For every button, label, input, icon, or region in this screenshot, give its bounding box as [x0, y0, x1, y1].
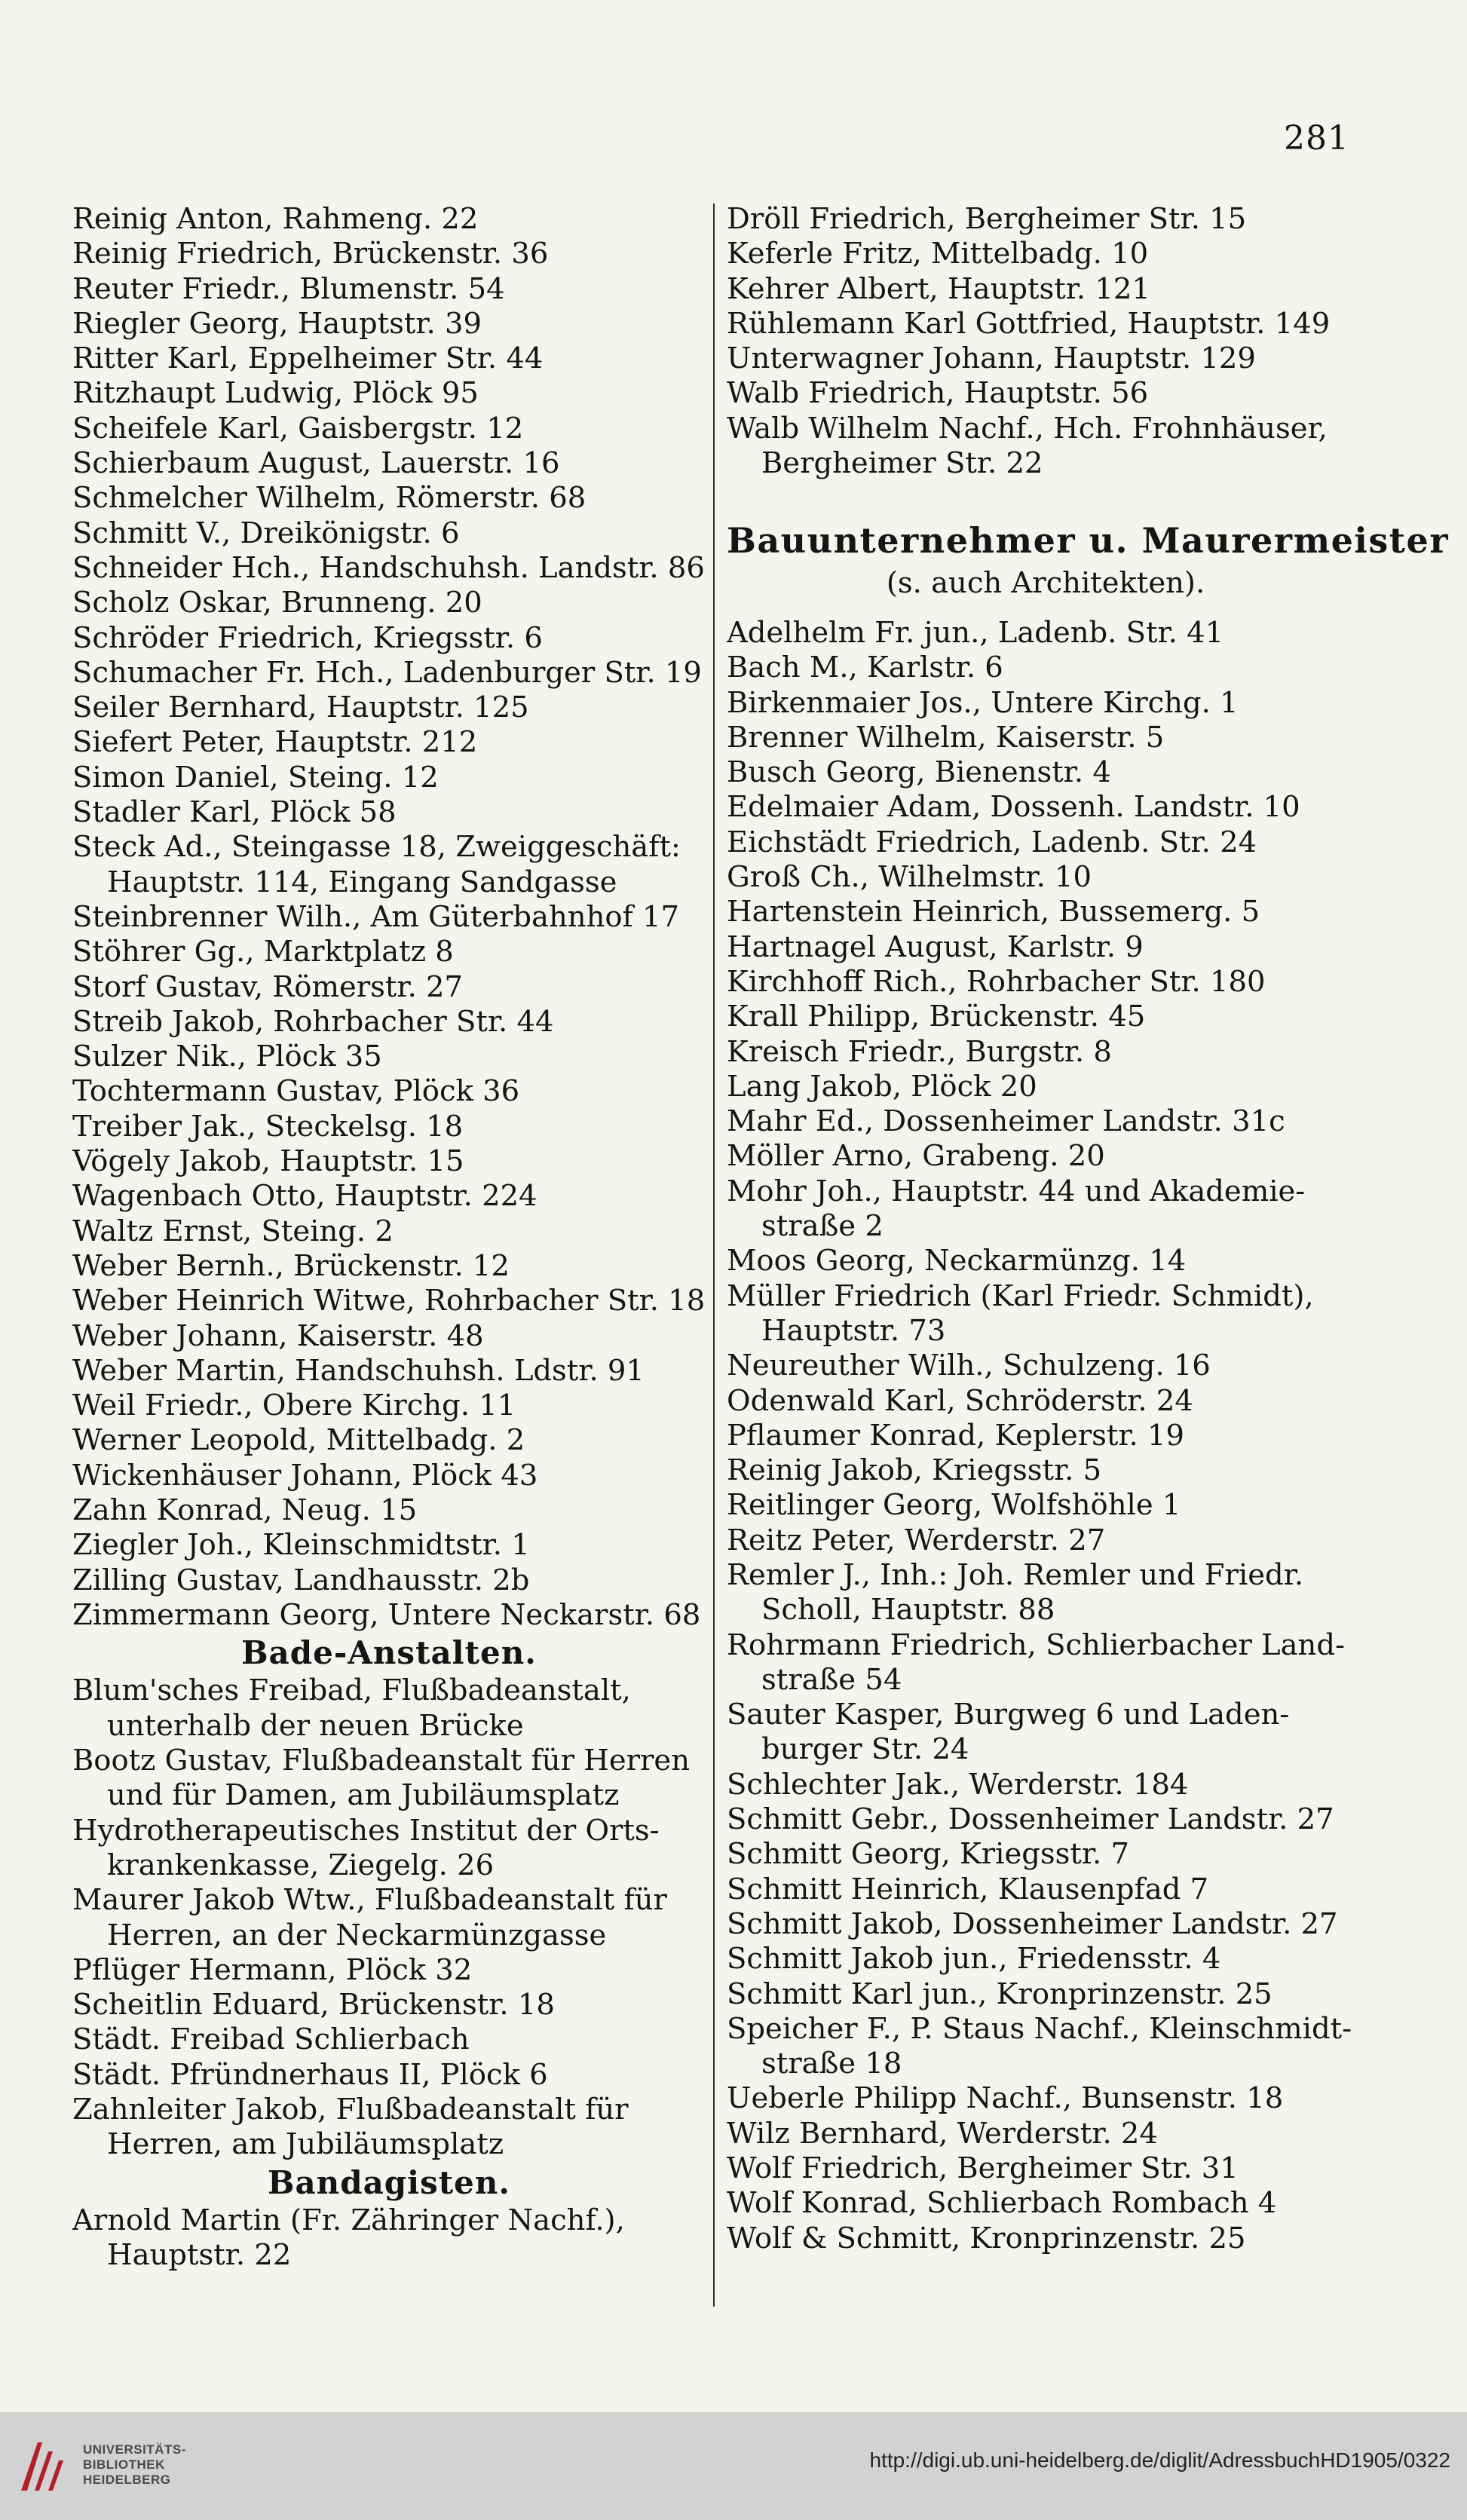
entry-line: Stadler Karl, Plöck 58 [72, 795, 397, 830]
directory-entry [72, 237, 706, 271]
entry-line: Sauter Kasper, Burgweg 6 und Laden- [727, 1698, 1290, 1732]
entry-line: Schlechter Jak., Werderstr. 184 [727, 1767, 1189, 1802]
entry-line: Bach M., Karlstr. 6 [727, 651, 1003, 685]
directory-entry [727, 1802, 1364, 1837]
directory-entry [72, 656, 706, 690]
entry-line: Scheifele Karl, Gaisbergstr. 12 [72, 411, 524, 446]
entry-continuation-line: Bergheimer Str. 22 [761, 446, 1043, 481]
entry-line: Wagenbach Otto, Hauptstr. 224 [72, 1179, 537, 1214]
entry-continuation-line: unterhalb der neuen Brücke [107, 1708, 524, 1743]
directory-entry [72, 376, 706, 411]
directory-entry [72, 1074, 706, 1109]
directory-entry [72, 1673, 706, 1744]
entry-line: Tochtermann Gustav, Plöck 36 [72, 1074, 520, 1109]
directory-entry [72, 1563, 706, 1598]
source-url-link[interactable]: http://digi.ub.uni-heidelberg.de/diglit/AdressbuchHD1905/0322 [869, 2448, 1450, 2472]
directory-entry [72, 830, 706, 900]
page-number: 281 [1284, 119, 1349, 158]
entry-continuation-line: burger Str. 24 [761, 1732, 969, 1767]
section-heading-bauunternehmer: Bauunternehmer u. Maurermeister [727, 520, 1450, 562]
entry-line: Ritzhaupt Ludwig, Plöck 95 [72, 376, 479, 411]
directory-entry [727, 1174, 1364, 1245]
directory-entry [72, 1249, 706, 1284]
directory-entry [72, 1040, 706, 1074]
directory-entry [72, 481, 706, 516]
directory-entry [727, 376, 1364, 411]
entry-line: Remler J., Inh.: Joh. Remler und Friedr. [727, 1557, 1304, 1592]
directory-entry [727, 341, 1364, 376]
directory-entry [727, 1104, 1364, 1139]
entry-line: Riegler Georg, Hauptstr. 39 [72, 306, 482, 341]
entry-line: Reuter Friedr., Blumenstr. 54 [72, 271, 505, 306]
entry-line: Keferle Fritz, Mittelbadg. 10 [727, 237, 1149, 271]
directory-entry [727, 616, 1364, 651]
directory-entry [727, 1453, 1364, 1488]
entry-line: Hartnagel August, Karlstr. 9 [727, 929, 1144, 964]
entry-line: Unterwagner Johann, Hauptstr. 129 [727, 341, 1256, 376]
entry-line: Schmitt V., Dreikönigstr. 6 [72, 516, 460, 550]
entry-line: Stöhrer Gg., Marktplatz 8 [72, 935, 454, 969]
directory-entry [72, 2093, 706, 2163]
entry-continuation-line: Scholl, Hauptstr. 88 [761, 1593, 1055, 1627]
directory-entry [72, 1953, 706, 1988]
library-logo-icon [15, 2438, 68, 2495]
entry-line: Schmitt Gebr., Dossenheimer Landstr. 27 [727, 1802, 1334, 1837]
entry-line: Zahn Konrad, Neug. 15 [72, 1493, 418, 1527]
entry-line: Wolf & Schmitt, Kronprinzenstr. 25 [727, 2221, 1246, 2255]
entry-line: Waltz Ernst, Steing. 2 [72, 1214, 394, 1248]
directory-entry [72, 935, 706, 969]
directory-entry [727, 1139, 1364, 1174]
entry-line: Pflaumer Konrad, Keplerstr. 19 [727, 1418, 1184, 1453]
directory-entry [72, 1423, 706, 1458]
entry-line: Ziegler Joh., Kleinschmidtstr. 1 [72, 1528, 530, 1563]
directory-entry [727, 860, 1364, 895]
directory-entry [72, 1144, 706, 1179]
directory-entry [72, 551, 706, 586]
entry-line: Dröll Friedrich, Bergheimer Str. 15 [727, 202, 1247, 236]
directory-entry [727, 2186, 1364, 2221]
entry-line: Sulzer Nik., Plöck 35 [72, 1040, 382, 1074]
entry-line: Schumacher Fr. Hch., Ladenburger Str. 19 [72, 655, 702, 690]
directory-entry [727, 1942, 1364, 1977]
entry-line: Bootz Gustav, Flußbadeanstalt für Herren [72, 1744, 690, 1778]
entry-line: Vögely Jakob, Hauptstr. 15 [72, 1144, 464, 1179]
entry-line: Wickenhäuser Johann, Plöck 43 [72, 1458, 538, 1493]
directory-entry [72, 761, 706, 795]
entry-continuation-line: Herren, an der Neckarmünzgasse [107, 1918, 607, 1952]
directory-entry [72, 1214, 706, 1249]
directory-entry [727, 895, 1364, 929]
directory-entry [72, 516, 706, 551]
entry-line: Reitz Peter, Werderstr. 27 [727, 1523, 1106, 1557]
entry-continuation-line: straße 54 [761, 1662, 902, 1697]
entry-continuation-line: Hauptstr. 114, Eingang Sandgasse [107, 865, 617, 899]
directory-entry [72, 1814, 706, 1884]
directory-entry [727, 965, 1364, 1000]
directory-entry [72, 1284, 706, 1318]
directory-entry [727, 1558, 1364, 1628]
directory-entry [727, 790, 1364, 825]
entry-line: Odenwald Karl, Schröderstr. 24 [727, 1383, 1193, 1418]
directory-entry [727, 1698, 1364, 1768]
entry-line: Städt. Freibad Schlierbach [72, 2022, 470, 2057]
entry-line: Streib Jakob, Rohrbacher Str. 44 [72, 1004, 554, 1039]
directory-entry [72, 272, 706, 307]
entry-line: Adelhelm Fr. jun., Ladenb. Str. 41 [727, 615, 1224, 650]
directory-entry [727, 2012, 1364, 2082]
entry-line: Maurer Jakob Wtw., Flußbadeanstalt für [72, 1883, 667, 1918]
entry-line: Müller Friedrich (Karl Friedr. Schmidt), [727, 1278, 1314, 1313]
directory-entry [727, 1488, 1364, 1523]
logo-line: HEIDELBERG [83, 2473, 171, 2487]
entry-line: Städt. Pfründnerhaus II, Plöck 6 [72, 2057, 548, 2092]
entry-line: Reinig Anton, Rahmeng. 22 [72, 202, 479, 236]
entry-line: Zimmermann Georg, Untere Neckarstr. 68 [72, 1597, 701, 1632]
entry-continuation-line: straße 2 [761, 1209, 884, 1244]
directory-entry [72, 795, 706, 830]
directory-entry [727, 272, 1364, 307]
entry-line: Schmelcher Wilhelm, Römerstr. 68 [72, 481, 586, 516]
entry-line: Walb Wilhelm Nachf., Hch. Frohnhäuser, [727, 411, 1328, 446]
entry-line: Hydrotherapeutisches Institut der Orts- [72, 1813, 660, 1848]
entry-line: Werner Leopold, Mittelbadg. 2 [72, 1423, 525, 1458]
entry-line: Moos Georg, Neckarmünzg. 14 [727, 1244, 1187, 1278]
directory-entry [72, 341, 706, 376]
entry-line: Edelmaier Adam, Dossenh. Landstr. 10 [727, 790, 1300, 825]
column-divider [713, 204, 715, 2307]
entry-continuation-line: und für Damen, am Jubiläumsplatz [107, 1778, 620, 1813]
directory-entry [727, 1419, 1364, 1453]
directory-entry [727, 1035, 1364, 1070]
directory-entry [727, 1000, 1364, 1034]
directory-entry [727, 825, 1364, 860]
entry-line: Birkenmaier Jos., Untere Kirchg. 1 [727, 685, 1239, 720]
entry-line: Weber Johann, Kaiserstr. 48 [72, 1318, 484, 1353]
entry-line: Scheitlin Eduard, Brückenstr. 18 [72, 1988, 555, 2022]
entry-line: Schmitt Georg, Kriegsstr. 7 [727, 1837, 1130, 1872]
entry-line: Rohrmann Friedrich, Schlierbacher Land- [727, 1627, 1345, 1662]
entry-line: Weil Friedr., Obere Kirchg. 11 [72, 1389, 516, 1423]
directory-entry [727, 651, 1364, 685]
directory-entry [727, 1768, 1364, 1802]
entry-line: Zilling Gustav, Landhausstr. 2b [72, 1563, 530, 1597]
entry-line: Siefert Peter, Hauptstr. 212 [72, 725, 478, 760]
directory-entry [72, 446, 706, 481]
entry-line: Schmitt Jakob jun., Friedensstr. 4 [727, 1942, 1221, 1977]
directory-entry [72, 2058, 706, 2093]
directory-entry [727, 755, 1364, 790]
directory-entry [72, 2203, 706, 2274]
directory-entry [72, 725, 706, 760]
entry-line: Krall Philipp, Brückenstr. 45 [727, 1000, 1146, 1034]
directory-entry [72, 1319, 706, 1354]
entry-line: Seiler Bernhard, Hauptstr. 125 [72, 690, 529, 725]
directory-entry [727, 2221, 1364, 2256]
entry-line: Eichstädt Friedrich, Ladenb. Str. 24 [727, 825, 1257, 859]
entry-continuation-line: straße 18 [761, 2047, 902, 2081]
entry-line: Zahnleiter Jakob, Flußbadeanstalt für [72, 2093, 629, 2127]
directory-entry [72, 586, 706, 620]
entry-line: Treiber Jak., Steckelsg. 18 [72, 1109, 464, 1144]
entry-line: Reinig Jakob, Kriegsstr. 5 [727, 1453, 1102, 1488]
entry-line: Ritter Karl, Eppelheimer Str. 44 [72, 341, 544, 376]
directory-entry [727, 1872, 1364, 1907]
entry-continuation-line: Herren, am Jubiläumsplatz [107, 2127, 504, 2162]
entry-line: Steinbrenner Wilh., Am Güterbahnhof 17 [72, 899, 680, 934]
entry-line: Simon Daniel, Steing. 12 [72, 760, 439, 795]
entry-list-left-c [72, 2203, 706, 2274]
entry-line: Hartenstein Heinrich, Bussemerg. 5 [727, 895, 1260, 929]
directory-entry [72, 1005, 706, 1040]
directory-entry [72, 621, 706, 656]
directory-entry [727, 721, 1364, 755]
entry-line: Storf Gustav, Römerstr. 27 [72, 969, 464, 1004]
right-column [727, 202, 1450, 2256]
directory-entry [727, 1244, 1364, 1278]
directory-entry [72, 2022, 706, 2057]
entry-line: Lang Jakob, Plöck 20 [727, 1069, 1037, 1104]
directory-entry [727, 2117, 1364, 2151]
directory-entry [727, 202, 1364, 237]
entry-line: Scholz Oskar, Brunneng. 20 [72, 586, 482, 620]
entry-line: Weber Bernh., Brückenstr. 12 [72, 1248, 510, 1283]
directory-entry [727, 686, 1364, 721]
directory-entry [727, 307, 1364, 341]
directory-entry [72, 1598, 706, 1633]
entry-line: Groß Ch., Wilhelmstr. 10 [727, 860, 1092, 895]
directory-entry [72, 970, 706, 1005]
logo-line: UNIVERSITÄTS- [83, 2442, 186, 2457]
entry-list-left-a [72, 202, 706, 1633]
directory-entry [727, 1837, 1364, 1872]
directory-entry [72, 1459, 706, 1493]
entry-line: Schmitt Jakob, Dossenheimer Landstr. 27 [727, 1906, 1338, 1941]
entry-line: Ueberle Philipp Nachf., Bunsenstr. 18 [727, 2081, 1284, 2116]
entry-line: Weber Martin, Handschuhsh. Ldstr. 91 [72, 1353, 645, 1388]
directory-entry [72, 1883, 706, 1953]
section-heading-bade-anstalten: Bade-Anstalten. [241, 1634, 537, 1672]
directory-entry [72, 1110, 706, 1144]
entry-continuation-line: Hauptstr. 22 [107, 2238, 292, 2273]
directory-entry [72, 1179, 706, 1214]
entry-line: Kirchhoff Rich., Rohrbacher Str. 180 [727, 964, 1266, 999]
library-logo-text [83, 2442, 186, 2488]
directory-entry [72, 1493, 706, 1528]
directory-entry [727, 2081, 1364, 2116]
directory-entry [727, 2151, 1364, 2186]
directory-entry [72, 412, 706, 446]
entry-line: Wilz Bernhard, Werderstr. 24 [727, 2116, 1158, 2151]
entry-line: Walb Friedrich, Hauptstr. 56 [727, 376, 1149, 411]
entry-line: Speicher F., P. Staus Nachf., Kleinschmidt- [727, 2011, 1352, 2046]
entry-line: Kehrer Albert, Hauptstr. 121 [727, 271, 1150, 306]
entry-line: Wolf Konrad, Schlierbach Rombach 4 [727, 2186, 1277, 2221]
directory-entry [727, 1628, 1364, 1698]
directory-entry [727, 1070, 1364, 1104]
section-heading-bandagisten: Bandagisten. [267, 2163, 511, 2201]
entry-line: Kreisch Friedr., Burgstr. 8 [727, 1034, 1112, 1069]
library-footer [0, 2412, 1467, 2520]
directory-entry [727, 1977, 1364, 2012]
directory-entry [727, 930, 1364, 965]
entry-line: Schmitt Heinrich, Klausenpfad 7 [727, 1872, 1209, 1906]
directory-entry [72, 1988, 706, 2022]
entry-line: Rühlemann Karl Gottfried, Hauptstr. 149 [727, 306, 1331, 341]
entry-line: Blum'sches Freibad, Flußbadeanstalt, [72, 1673, 631, 1708]
entry-line: Steck Ad., Steingasse 18, Zweiggeschäft: [72, 830, 681, 865]
entry-line: Arnold Martin (Fr. Zähringer Nachf.), [72, 2203, 625, 2237]
entry-line: Mahr Ed., Dossenheimer Landstr. 31c [727, 1104, 1285, 1139]
entry-line: Brenner Wilhelm, Kaiserstr. 5 [727, 720, 1165, 755]
entry-line: Reitlinger Georg, Wolfshöhle 1 [727, 1488, 1181, 1523]
entry-line: Möller Arno, Grabeng. 20 [727, 1139, 1105, 1174]
entry-line: Weber Heinrich Witwe, Rohrbacher Str. 18 [72, 1284, 706, 1318]
directory-entry [727, 412, 1364, 482]
entry-line: Wolf Friedrich, Bergheimer Str. 31 [727, 2151, 1239, 2186]
directory-entry [72, 690, 706, 725]
entry-line: Schröder Friedrich, Kriegsstr. 6 [72, 620, 543, 655]
directory-entry [72, 1389, 706, 1423]
directory-entry [72, 900, 706, 935]
directory-entry [72, 1744, 706, 1814]
entry-line: Mohr Joh., Hauptstr. 44 und Akademie- [727, 1174, 1306, 1208]
section-subnote: (s. auch Architekten). [886, 565, 1205, 600]
entry-list-left-b [72, 1673, 706, 2162]
directory-entry [727, 1907, 1364, 1942]
entry-line: Neureuther Wilh., Schulzeng. 16 [727, 1349, 1211, 1383]
directory-entry [72, 1354, 706, 1389]
entry-line: Busch Georg, Bienenstr. 4 [727, 755, 1111, 790]
directory-entry [727, 1349, 1364, 1383]
entry-line: Schierbaum August, Lauerstr. 16 [72, 446, 560, 481]
entry-continuation-line: krankenkasse, Ziegelg. 26 [107, 1848, 495, 1882]
directory-entry [72, 1528, 706, 1563]
directory-entry [72, 307, 706, 341]
entry-line: Schmitt Karl jun., Kronprinzenstr. 25 [727, 1977, 1273, 2011]
directory-entry [727, 1384, 1364, 1419]
logo-line: BIBLIOTHEK [83, 2457, 165, 2472]
directory-entry [727, 1523, 1364, 1558]
entry-list-right-b [727, 616, 1364, 2256]
directory-entry [72, 202, 706, 237]
entry-continuation-line: Hauptstr. 73 [761, 1313, 946, 1348]
entry-line: Pflüger Hermann, Plöck 32 [72, 1952, 473, 1987]
entry-line: Schneider Hch., Handschuhsh. Landstr. 86 [72, 550, 705, 585]
entry-list-right-a [727, 202, 1364, 481]
directory-entry [727, 1279, 1364, 1349]
left-column [72, 202, 706, 2274]
directory-entry [727, 237, 1364, 271]
entry-line: Reinig Friedrich, Brückenstr. 36 [72, 237, 549, 271]
